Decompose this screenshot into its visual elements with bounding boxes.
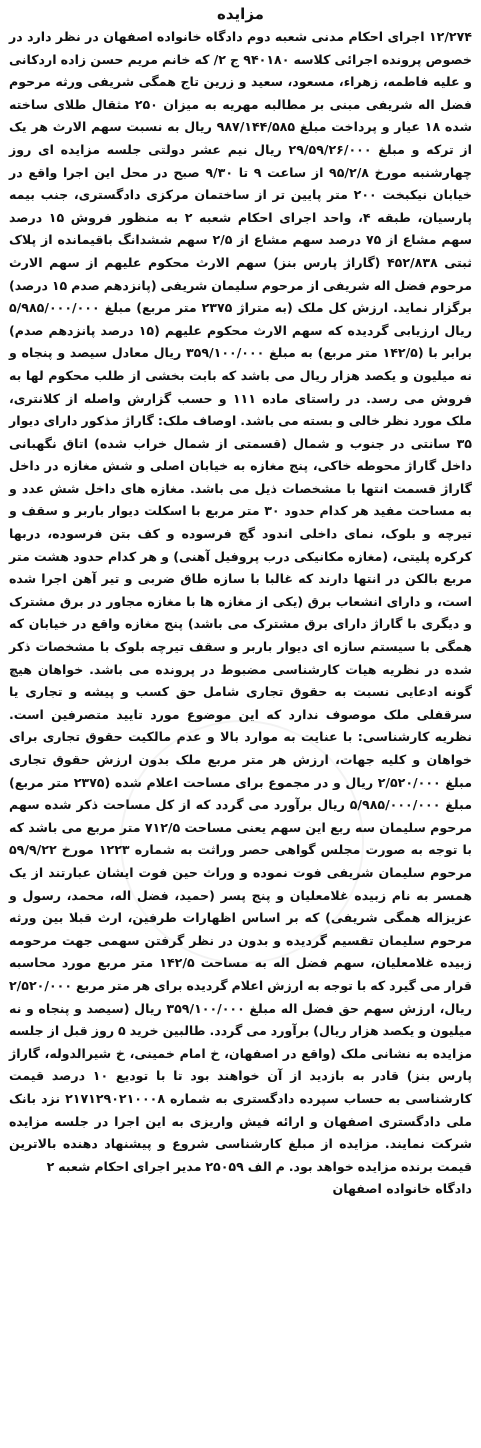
notice-title: مزایده — [217, 5, 264, 23]
notice-signature: دادگاه خانواده اصفهان — [332, 1181, 472, 1197]
notice-body: ۱۲/۲۷۴ اجرای احکام مدنی شعبه دوم دادگاه خانواده اصفهان در نظر دارد در خصوص پرونده اجرائی کلاسه ۹۴۰۱۸۰ ج ۲/ که خانم مریم حسن زاده اردکانی و علیه فاطمه، زهراء، مسعود، سعید و زرین تاج همگی شریفی ورثه مرحوم فضل اله شریفی مبنی بر مطالبه مهریه به میزان ۲۵۰ مثقال طلای ساخته شده ۱۸ عیار و پرداخت مبلغ ۹۸۷/۱۴۴/۵۸۵ ریال به نسبت سهم الارث هر یک از ترکه و مبلغ ۲۹/۵۹/۲۶/۰۰۰ ریال نیم عشر دولتی جلسه مزایده ای روز چهارشنبه مورخ ۹۵/۲/۸ از ساعت ۹ تا ۹/۳۰ صبح در محل این اجرا واقع در خیابان نیکبخت ۲۰۰ متر پایین تر از ساختمان مرکزی دادگستری، جنب بیمه پارسیان، طبقه ۴، واحد اجرای احکام شعبه ۲ به منظور فروش ۱۵ درصد سهم مشاع از ۷۵ درصد سهم مشاع از ۲/۵ سهم ششدانگ باقیمانده از پلاک ثبتی ۴۵۲/۸۳۸ (گاراژ پارس بنز) سهم الارث محکوم علیهم از سهم الارث مرحوم فضل اله شریفی از مرحوم سلیمان شریفی (پانزدهم صدم ۱۵ درصد) برگزار نماید. ارزش کل ملک (به متراژ ۲۳۷۵ متر مربع) مبلغ ۵/۹۸۵/۰۰۰/۰۰۰ ریال ارزیابی گردیده که سهم الارث محکوم علیهم (۱۵ درصد پانزدهم صدم) برابر با (۱۴۲/۵ متر مربع) به مبلغ ۳۵۹/۱۰۰/۰۰۰ ریال معادل سیصد و پنجاه و نه میلیون و یکصد هزار ریال می باشد که بابت بخشی از طلب محکوم لها به فروش می رسد. در راستای ماده ۱۱۱ و حسب گزارش واصله از کلانتری، ملک مورد نظر خالی و بسته می باشد. اوصاف ملک: گاراژ مذکور دارای دیوار ۳۵ سانتی در جنوب و شمال (قسمتی از شمال خراب شده) اتاق نگهبانی داخل گاراژ محوطه خاکی، پنج مغازه به خیابان اصلی و شش مغازه در داخل گاراژ قسمت انتها با مشخصات ذیل می باشد. مغازه های داخل شش عدد و به مساحت مفید هر کدام حدود ۳۰ متر مربع با اسکلت دیوار باربر و سقف و تیرچه و بلوک، نمای داخلی اندود گچ فرسوده و کف بتن فرسوده، دربها کرکره پلیتی، (مغازه مکانیکی درب پروفیل آهنی) و هر کدام حدود هشت متر مربع بالکن در انتها دارند که غالبا با سازه طاق ضربی و تیر آهن اجرا شده است، و دارای انشعاب برق (یکی از مغازه ها با مغازه مجاور در برق مشترک و دیگری با گاراژ دارای برق مشترک می باشد) پنج مغازه واقع در خیابان که همگی با سیستم سازه ای دیوار باربر و سقف تیرچه بلوک با مشخصات ذکر شده در نظریه هیات کارشناسی مضبوط در پرونده می باشد. خواهان هیچ گونه ادعایی نسبت به حقوق تجاری شامل حق کسب و پیشه و تجاری یا سرقفلی ملک موصوف ندارد که این موضوع مورد تایید متصرفین است. نظریه کارشناسی: با عنایت به موارد بالا و عدم مالکیت حقوق تجاری برای خواهان و کلیه جهات، ارزش هر متر مربع ملک بدون ارزش حقوق تجاری مبلغ ۲/۵۲۰/۰۰۰ ریال و در مجموع برای مساحت اعلام شده (۲۳۷۵ متر مربع) مبلغ ۵/۹۸۵/۰۰۰/۰۰۰ ریال برآورد می گردد که از کل مساحت ذکر شده سهم مرحوم سلیمان سه ربع این سهم یعنی مساحت ۷۱۲/۵ متر مربع می باشد که با توجه به صورت مجلس گواهی حصر وراثت به شماره ۱۲۲۳ مورخ ۵۹/۹/۲۲ مرحوم سلیمان شریفی فوت نموده و وراث حین فوت ایشان عبارتند از یک همسر به نام زبیده غلامعلیان و پنج پسر (حمید، فضل اله، محمد، رسول و عزیزاله همگی شریفی) که بر اساس اظهارات طرفین، ارث قبلا بین ورثه مرحوم سلیمان تقسیم گردیده و بدون در نظر گرفتن سهمی جهت مرحومه زبیده غلامعلیان، سهم فضل اله به مساحت ۱۴۲/۵ متر مربع مورد محاسبه قرار می گیرد که با توجه به ارزش اعلام گردیده برای هر متر مربع ۲/۵۲۰/۰۰۰ ریال، ارزش سهم حق فضل اله مبلغ ۳۵۹/۱۰۰/۰۰۰ ریال (سیصد و پنجاه و نه میلیون و یکصد هزار ریال) برآورد می گردد. طالبین خرید ۵ روز قبل از جلسه مزایده به نشانی ملک (واقع در اصفهان، خ امام خمینی، خ شیرالدوله، گاراژ پارس بنز) قادر به بازدید از آن خواهند بود تا با تودیع ۱۰ درصد قیمت کارشناسی به حساب سپرده دادگستری به شماره ۲۱۷۱۲۹۰۲۱۰۰۰۸ نزد بانک ملی دادگستری اصفهان و ارائه فیش واریزی به این اجرا در جلسه مزایده شرکت نمایند. مزایده از مبلغ کارشناسی شروع و پیشنهاد دهنده بالاترین قیمت برنده مزایده خواهد بود. م الف ۲۵۰۵۹ مدیر اجرای احکام شعبه ۲ — [9, 29, 473, 1174]
